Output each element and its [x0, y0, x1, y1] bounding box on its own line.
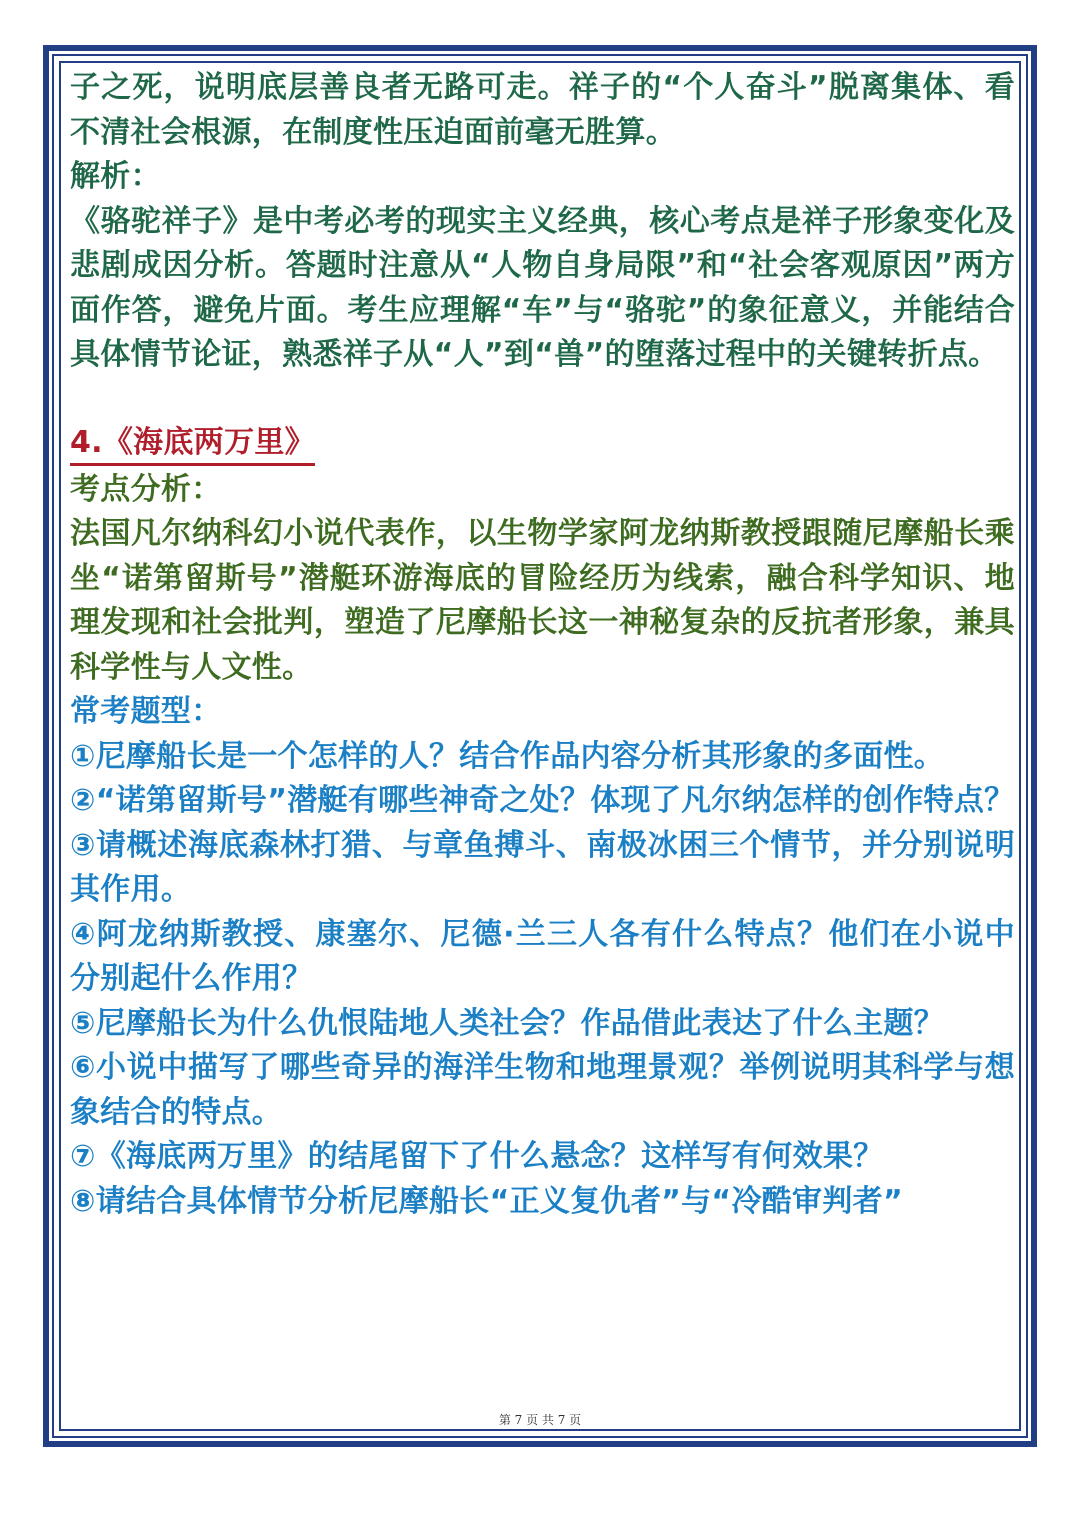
question-item: ①尼摩船长是一个怎样的人？结合作品内容分析其形象的多面性。: [70, 738, 945, 774]
question-item: ⑥小说中描写了哪些奇异的海洋生物和地理景观？举例说明其科学与想象结合的特点。: [70, 1050, 1015, 1130]
question-item: ⑦《海底两万里》的结尾留下了什么悬念？这样写有何效果？: [70, 1139, 884, 1174]
question-item: ⑤尼摩船长为什么仇恨陆地人类社会？作品借此表达了什么主题？: [70, 1005, 945, 1041]
section-heading: 4.《海底两万里》: [70, 423, 315, 466]
section-spacer: [70, 378, 1015, 421]
question-list: [70, 735, 1015, 1225]
analysis-paragraph: 《骆驼祥子》是中考必考的现实主义经典，核心考点是祥子形象变化及悲剧成因分析。答题时注意从“人物自身局限”和“社会客观原因”两方面作答，避免片面。考生应理解“车”与“骆驼”的象征意义，并能结合具体情节论证，熟悉祥子从“人”到“兽”的堕落过程中的关键转折点。: [70, 203, 1015, 372]
answer-paragraph: 子之死，说明底层善良者无路可走。祥子的“个人奋斗”脱离集体、看不清社会根源，在制度性压迫面前毫无胜算。: [70, 70, 1015, 150]
page-content: [70, 66, 1015, 1224]
page-number: 第 7 页 共 7 页: [498, 1413, 582, 1427]
question-item: ②“诺第留斯号”潜艇有哪些神奇之处？体现了凡尔纳怎样的创作特点？: [70, 783, 1015, 818]
points-paragraph: 法国凡尔纳科幻小说代表作，以生物学家阿龙纳斯教授跟随尼摩船长乘坐“诺第留斯号”潜艇环游海底的冒险经历为线索，融合科学知识、地理发现和社会批判，塑造了尼摩船长这一神秘复杂的反抗者形象，兼具科学性与人文性。: [70, 516, 1015, 685]
points-label: 考点分析：: [70, 471, 222, 507]
section-heading-row: [70, 421, 1015, 468]
questions-label: 常考题型：: [70, 694, 222, 729]
question-item: ③请概述海底森林打猎、与章鱼搏斗、南极冰困三个情节，并分别说明其作用。: [70, 827, 1015, 907]
question-item: ④阿龙纳斯教授、康塞尔、尼德·兰三人各有什么特点？他们在小说中分别起什么作用？: [70, 916, 1015, 996]
question-item: ⑧请结合具体情节分析尼摩船长“正义复仇者”与“冷酷审判者”: [70, 1183, 903, 1219]
analysis-label: 解析：: [70, 159, 161, 194]
